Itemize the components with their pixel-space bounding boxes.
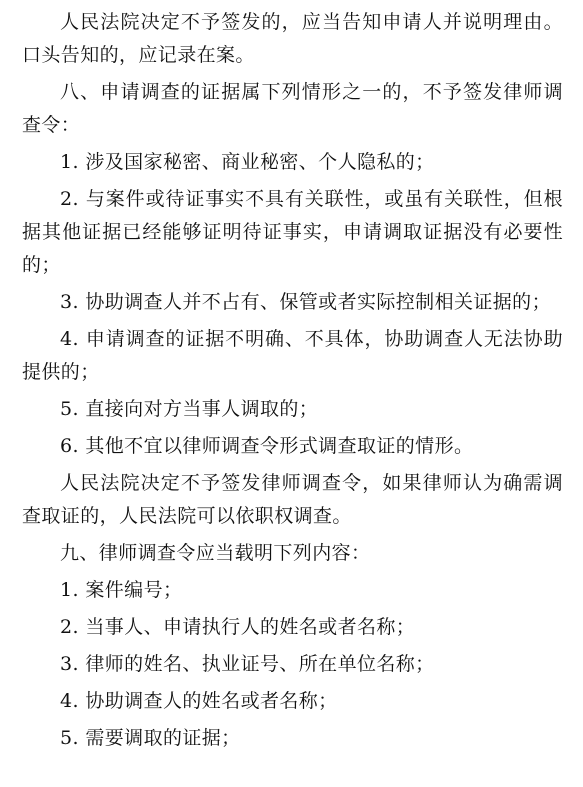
- list-item-8-4: 4. 申请调查的证据不明确、不具体，协助调查人无法协助提供的；: [22, 328, 563, 383]
- paragraph-section-9-heading: 九、律师调查令应当载明下列内容：: [60, 542, 371, 564]
- list-item-9-4: 4. 协助调查人的姓名或者名称；: [60, 690, 338, 712]
- list-item-8-1: 1. 涉及国家秘密、商业秘密、个人隐私的；: [60, 151, 435, 173]
- paragraph-section-8-heading: 八、申请调查的证据属下列情形之一的，不予签发律师调查令：: [22, 81, 563, 136]
- list-item-9-1: 1. 案件编号；: [60, 579, 183, 601]
- list-item-9-5: 5. 需要调取的证据；: [60, 727, 241, 749]
- list-item-8-2: 2. 与案件或待证事实不具有关联性，或虽有关联性，但根据其他证据已经能够证明待证事实，申请调取证据没有必要性的；: [22, 188, 563, 276]
- list-item-8-3: 3. 协助调查人并不占有、保管或者实际控制相关证据的；: [60, 291, 551, 313]
- paragraph-refusal-notice: 人民法院决定不予签发的，应当告知申请人并说明理由。口头告知的，应记录在案。: [22, 11, 563, 66]
- paragraph-court-investigation: 人民法院决定不予签发律师调查令，如果律师认为确需调查取证的，人民法院可以依职权调查。: [22, 472, 563, 527]
- list-item-9-2: 2. 当事人、申请执行人的姓名或者名称；: [60, 616, 416, 638]
- list-item-9-3: 3. 律师的姓名、执业证号、所在单位名称；: [60, 653, 435, 675]
- list-item-8-6: 6. 其他不宜以律师调查令形式调查取证的情形。: [60, 435, 474, 457]
- list-item-8-5: 5. 直接向对方当事人调取的；: [60, 398, 319, 420]
